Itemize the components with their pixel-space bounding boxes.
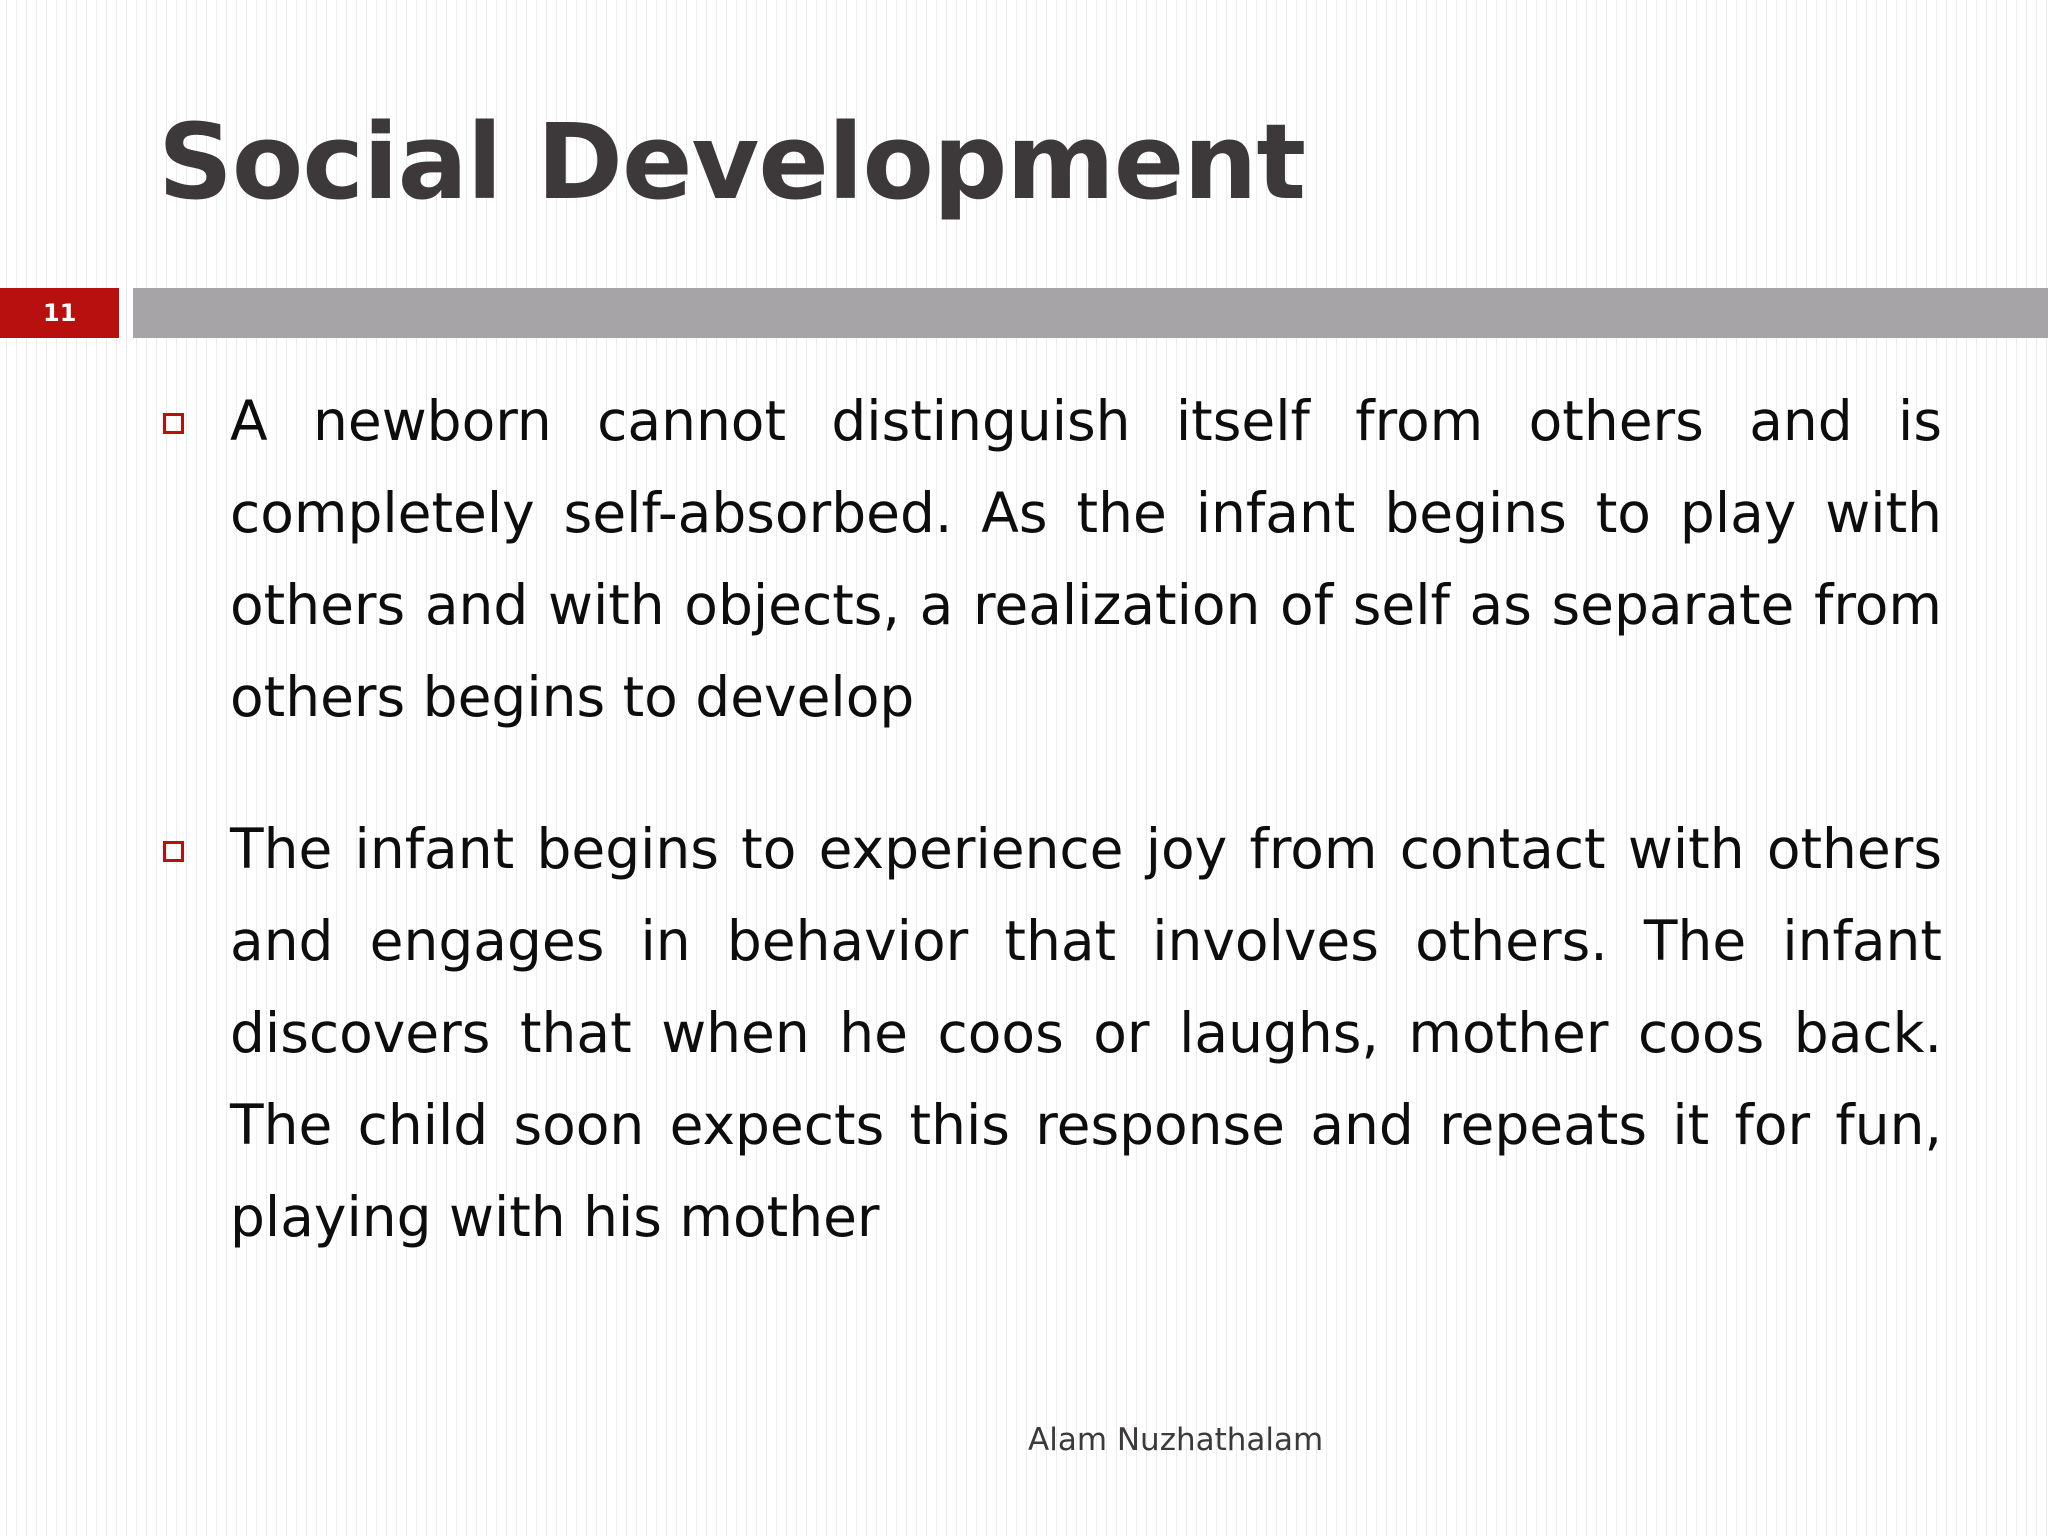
bullet-item	[160, 375, 1942, 743]
page-number-badge: 11	[0, 288, 119, 338]
title-divider-bar	[133, 288, 2048, 338]
square-bullet-icon	[163, 413, 184, 434]
bullet-text: A newborn cannot distinguish itself from others and is completely self-absorbed. As the infant begins to play with others and with objects, a realization of self as separate from others begins to develop	[230, 389, 1942, 729]
bullet-list	[160, 375, 1942, 1263]
square-bullet-icon	[163, 841, 184, 862]
slide-title: Social Development	[158, 101, 1306, 223]
bullet-text: The infant begins to experience joy from contact with others and engages in behavior that involves others. The infant discovers that when he coos or laughs, mother coos back. The child soon expects this response and repeats it for fun, playing with his mother	[230, 817, 1942, 1249]
bullet-item	[160, 803, 1942, 1263]
footer-author: Alam Nuzhathalam	[1028, 1422, 1324, 1458]
